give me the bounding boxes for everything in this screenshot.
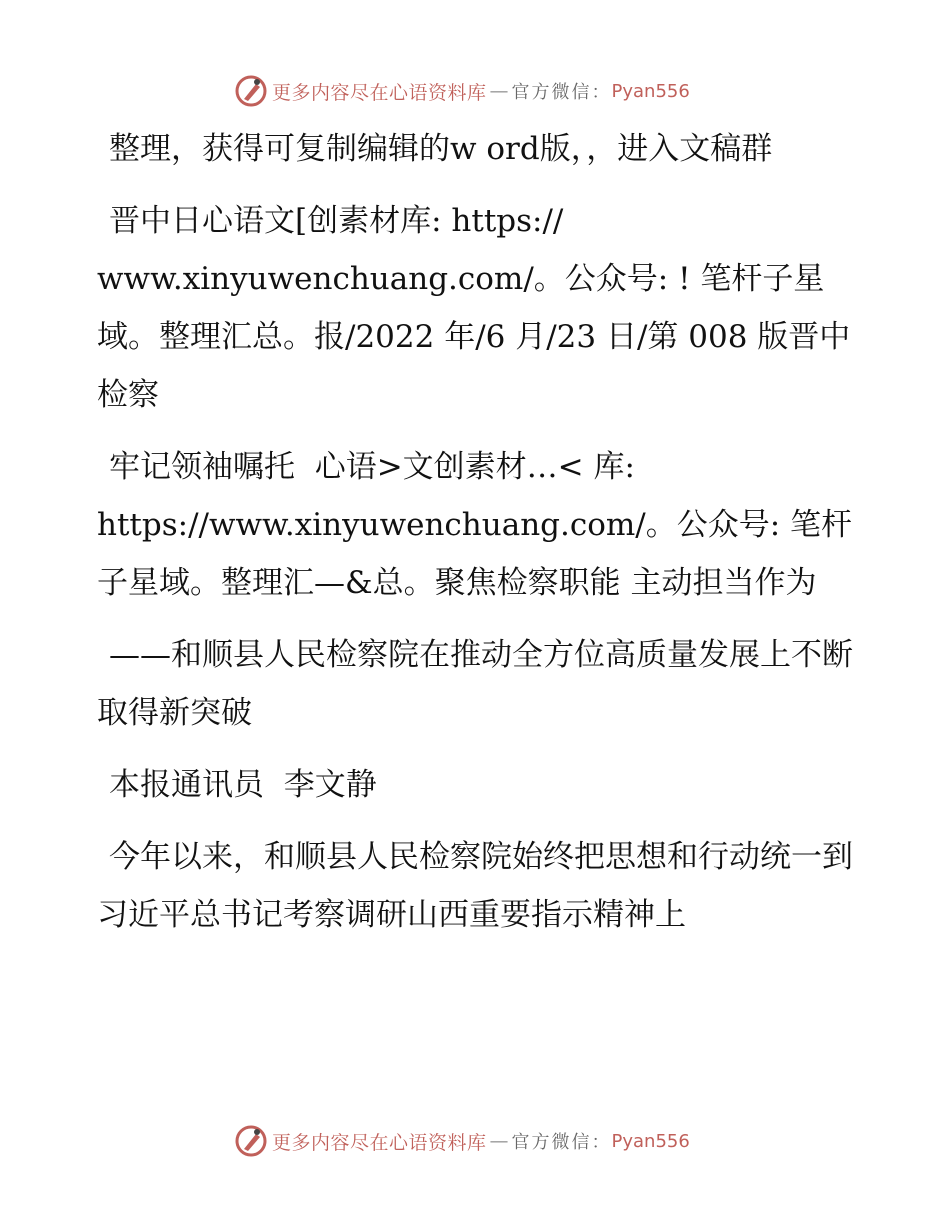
paragraph-3: 牢记领袖嘱托 心语>文创素材…< 库: https://www.xinyuwenchuang.com/。公众号: 笔杆子星域。整理汇—&总。聚焦检察职能 主动担当作为 [97,449,853,601]
paragraph-2: 晋中日心语文[创素材库: https:// www.xinyuwenchuang.com/。公众号: ! 笔杆子星域。整理汇总。报/2022 年/6 月/23 日/第 008 版晋中检察 [97,203,851,413]
paragraph-subtitle: ——和顺县人民检察院在推动全方位高质量发展上不断取得新突破 [97,637,853,731]
header-watermark-banner [234,74,690,108]
banner-official-label: 官方微信： [511,1132,612,1153]
banner-dash: — [489,80,509,102]
banner-text: 更多内容尽在心语资料库 [272,81,487,104]
pen-logo-icon [234,74,268,108]
document-body [97,120,857,958]
banner-official-label: 官方微信： [511,82,612,103]
banner-text: 更多内容尽在心语资料库 [272,1131,487,1154]
banner-dash: — [489,1130,509,1152]
paragraph-1: 整理，获得可复制编辑的w ord版，，进入文稿群 [109,131,773,167]
paragraph-body: 今年以来，和顺县人民检察院始终把思想和行动统一到习近平总书记考察调研山西重要指示精神上 [97,839,853,933]
pen-logo-icon [234,1124,268,1158]
footer-watermark-banner [234,1124,690,1158]
paragraph-byline: 本报通讯员 李文静 [109,767,377,803]
banner-wechat-id: Pyan556 [611,1130,690,1152]
banner-wechat-id: Pyan556 [611,80,690,102]
